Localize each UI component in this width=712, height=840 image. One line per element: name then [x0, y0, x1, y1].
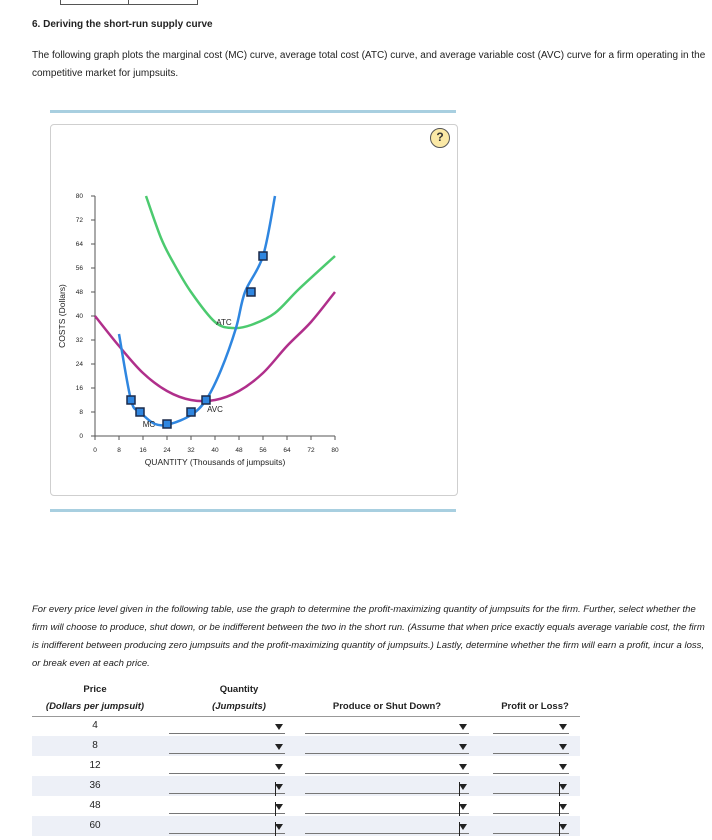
x-tick-label: 72	[307, 447, 315, 454]
produce-dropdown[interactable]	[305, 799, 469, 814]
quantity-dropdown[interactable]	[169, 779, 285, 794]
y-tick-label: 32	[75, 337, 83, 344]
x-tick-label: 0	[93, 447, 97, 454]
price-cell: 8	[92, 740, 98, 751]
price-cell: 60	[89, 820, 101, 831]
chevron-down-icon	[559, 764, 567, 770]
chevron-down-icon	[459, 724, 467, 730]
x-tick-label: 56	[259, 447, 267, 454]
chevron-down-icon	[459, 764, 467, 770]
header-quantity: Quantity	[219, 684, 259, 695]
profit-dropdown[interactable]	[493, 779, 569, 794]
mc-point-marker	[187, 408, 195, 416]
table-row	[32, 816, 580, 836]
curve-label-mc: MC	[142, 420, 156, 429]
produce-dropdown[interactable]	[305, 719, 469, 734]
table-row	[32, 796, 580, 816]
x-tick-label: 40	[211, 447, 219, 454]
y-axis-title: COSTS (Dollars)	[57, 284, 67, 348]
profit-dropdown[interactable]	[493, 819, 569, 834]
table-row	[32, 716, 580, 736]
chevron-down-icon	[459, 744, 467, 750]
header-price: Price	[83, 684, 107, 695]
x-tick-label: 24	[163, 447, 171, 454]
intro-text: The following graph plots the marginal cost (MC) curve, average total cost (ATC) curve, and average variable cost (AVC) curve for a firm operating in the competitive market for jumpsuits.	[32, 50, 706, 79]
quantity-dropdown[interactable]	[169, 719, 285, 734]
y-tick-label: 24	[75, 361, 83, 368]
chevron-down-icon	[559, 824, 567, 830]
help-button[interactable]: ?	[430, 128, 450, 148]
price-cell: 4	[92, 720, 98, 731]
curve-label-avc: AVC	[207, 405, 223, 414]
header-produce: Produce or Shut Down?	[332, 701, 442, 712]
chevron-down-icon	[275, 724, 283, 730]
mc-point-marker	[259, 252, 267, 260]
quantity-dropdown[interactable]	[169, 739, 285, 754]
profit-dropdown[interactable]	[493, 759, 569, 774]
produce-dropdown[interactable]	[305, 779, 469, 794]
x-tick-label: 64	[283, 447, 291, 454]
quantity-dropdown[interactable]	[169, 819, 285, 834]
y-tick-label: 48	[75, 289, 83, 296]
chevron-down-icon	[459, 824, 467, 830]
chevron-down-icon	[459, 804, 467, 810]
price-cell: 36	[89, 780, 101, 791]
chevron-down-icon	[559, 724, 567, 730]
chevron-down-icon	[275, 744, 283, 750]
chevron-down-icon	[559, 804, 567, 810]
y-tick-label: 40	[75, 313, 83, 320]
chevron-down-icon	[275, 764, 283, 770]
chevron-down-icon	[559, 744, 567, 750]
produce-dropdown[interactable]	[305, 759, 469, 774]
y-tick-label: 16	[75, 385, 83, 392]
profit-dropdown[interactable]	[493, 799, 569, 814]
curve-label-atc: ATC	[216, 318, 232, 327]
mc-point-marker	[136, 408, 144, 416]
y-tick-label: 72	[75, 217, 83, 224]
x-tick-label: 8	[117, 447, 121, 454]
mc-point-marker	[202, 396, 210, 404]
profit-dropdown[interactable]	[493, 739, 569, 754]
header-quantity-sub: (Jumpsuits)	[212, 701, 266, 712]
header-price-sub: (Dollars per jumpsuit)	[45, 701, 145, 712]
price-cell: 12	[89, 760, 101, 771]
produce-dropdown[interactable]	[305, 819, 469, 834]
chevron-down-icon	[275, 824, 283, 830]
profit-dropdown[interactable]	[493, 719, 569, 734]
header-profit: Profit or Loss?	[501, 701, 569, 712]
y-tick-label: 80	[75, 193, 83, 200]
table-row	[32, 776, 580, 796]
y-tick-label: 8	[79, 409, 83, 416]
mc-point-marker	[247, 288, 255, 296]
x-axis-title: QUANTITY (Thousands of jumpsuits)	[144, 457, 286, 467]
x-tick-label: 16	[139, 447, 147, 454]
curve-mc	[119, 196, 275, 425]
x-tick-label: 80	[331, 447, 339, 454]
x-tick-label: 48	[235, 447, 243, 454]
mc-point-marker	[127, 396, 135, 404]
instructions-text: For every price level given in the following table, use the graph to determine the profit-maximizing quantity of jumpsuits for the firm. Further, select whether the firm will choose to produce, shut down, or be indifferent between the two in the short run. (Assume that when price exactly equals average variable cost, the firm is indifferent between producing zero jumpsuits and the profit-maximizing quantity of jumpsuits.) Lastly, determine whether the firm will earn a profit, incur a loss, or break even at each price.	[32, 604, 705, 669]
x-tick-label: 32	[187, 447, 195, 454]
y-tick-label: 56	[75, 265, 83, 272]
quantity-dropdown[interactable]	[169, 799, 285, 814]
y-tick-label: 64	[75, 241, 83, 248]
divider-bottom	[50, 509, 456, 512]
produce-dropdown[interactable]	[305, 739, 469, 754]
chevron-down-icon	[275, 784, 283, 790]
chevron-down-icon	[275, 804, 283, 810]
chevron-down-icon	[459, 784, 467, 790]
table-row	[32, 756, 580, 776]
y-tick-label: 0	[79, 433, 83, 440]
quantity-dropdown[interactable]	[169, 759, 285, 774]
section-title: 6. Deriving the short-run supply curve	[32, 19, 213, 30]
chevron-down-icon	[559, 784, 567, 790]
mc-point-marker	[163, 420, 171, 428]
price-cell: 48	[89, 800, 101, 811]
table-row	[32, 736, 580, 756]
